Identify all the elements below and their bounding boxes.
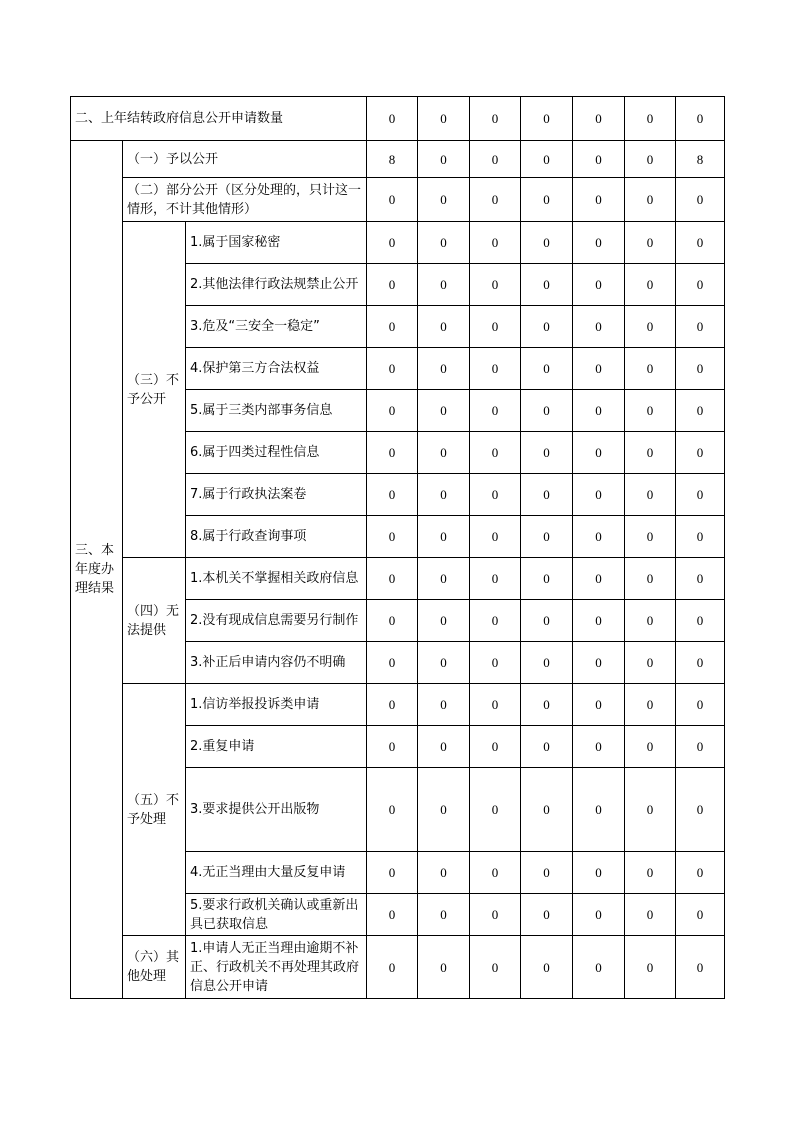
cell-value: 0 [625,264,676,306]
row-label: 8.属于行政查询事项 [186,516,367,558]
cell-value: 0 [625,141,676,178]
cell-value: 0 [367,474,418,516]
cell-value: 0 [418,348,470,390]
cell-value: 0 [521,390,573,432]
cell-value: 0 [625,852,676,894]
cell-value: 0 [676,432,725,474]
cell-value: 0 [573,768,625,852]
cell-value: 0 [470,222,521,264]
cell-value: 0 [521,97,573,141]
cell-value: 0 [573,178,625,222]
cell-value: 0 [470,642,521,684]
cell-value: 0 [367,432,418,474]
row-label: 2.重复申请 [186,726,367,768]
cell-value: 0 [676,642,725,684]
cell-value: 0 [625,474,676,516]
cell-value: 0 [625,178,676,222]
cell-value: 0 [367,894,418,936]
cell-value: 0 [367,97,418,141]
cell-value: 0 [625,768,676,852]
cell-value: 0 [521,264,573,306]
cell-value: 0 [573,894,625,936]
cell-value: 0 [367,306,418,348]
cell-value: 0 [676,516,725,558]
cell-value: 0 [418,852,470,894]
cell-value: 0 [573,264,625,306]
row-label: 2.其他法律行政法规禁止公开 [186,264,367,306]
cell-value: 0 [676,768,725,852]
cell-value: 0 [367,642,418,684]
cell-value: 8 [676,141,725,178]
cell-value: 0 [418,936,470,999]
cell-value: 0 [470,936,521,999]
cell-value: 0 [521,894,573,936]
cell-value: 0 [676,894,725,936]
cell-value: 0 [573,642,625,684]
cell-value: 0 [418,726,470,768]
row-label: 1.申请人无正当理由逾期不补正、行政机关不再处理其政府信息公开申请 [186,936,367,999]
cell-value: 0 [418,474,470,516]
row-label: 3.补正后申请内容仍不明确 [186,642,367,684]
cell-value: 0 [625,516,676,558]
cell-value: 0 [676,558,725,600]
cell-value: 0 [676,390,725,432]
cell-value: 0 [676,222,725,264]
row-label: 1.信访举报投诉类申请 [186,684,367,726]
cell-value: 0 [573,348,625,390]
cell-value: 0 [470,516,521,558]
cell-value: 0 [676,264,725,306]
cell-value: 0 [470,264,521,306]
cell-value: 0 [625,348,676,390]
cell-value: 0 [470,684,521,726]
cell-value: 0 [418,390,470,432]
cell-value: 0 [521,474,573,516]
row-label: 3.要求提供公开出版物 [186,768,367,852]
cell-value: 0 [521,348,573,390]
table-row [71,684,725,726]
cell-value: 0 [418,178,470,222]
row-label: 1.本机关不掌握相关政府信息 [186,558,367,600]
cell-value: 0 [625,684,676,726]
cell-value: 0 [676,600,725,642]
cell-value: 0 [676,306,725,348]
row-label: （二）部分公开（区分处理的，只计这一情形，不计其他情形） [123,178,367,222]
cell-value: 0 [625,390,676,432]
cell-value: 0 [573,97,625,141]
row-label: 4.保护第三方合法权益 [186,348,367,390]
cell-value: 0 [367,936,418,999]
cell-value: 0 [676,474,725,516]
cell-value: 0 [367,516,418,558]
cell-value: 0 [418,684,470,726]
cell-value: 0 [573,852,625,894]
cell-value: 0 [367,684,418,726]
cell-value: 0 [418,222,470,264]
cell-value: 0 [573,726,625,768]
cell-value: 0 [625,726,676,768]
cell-value: 0 [573,600,625,642]
cell-value: 0 [676,684,725,726]
cell-value: 0 [573,222,625,264]
cell-value: 0 [418,600,470,642]
cell-value: 0 [418,516,470,558]
cell-value: 0 [470,474,521,516]
cell-value: 0 [418,558,470,600]
cell-value: 0 [521,141,573,178]
cell-value: 0 [676,726,725,768]
cell-value: 0 [573,141,625,178]
cell-value: 0 [573,684,625,726]
cell-value: 0 [521,306,573,348]
row-label: 5.要求行政机关确认或重新出具已获取信息 [186,894,367,936]
cell-value: 0 [418,264,470,306]
cell-value: 0 [625,894,676,936]
cell-value: 0 [521,558,573,600]
cell-value: 0 [470,726,521,768]
cell-value: 8 [367,141,418,178]
row-label: 7.属于行政执法案卷 [186,474,367,516]
row-label: 4.无正当理由大量反复申请 [186,852,367,894]
cell-value: 0 [418,141,470,178]
table-row [71,178,725,222]
cell-value: 0 [521,222,573,264]
section-label: 三、本年度办理结果 [71,141,123,999]
cell-value: 0 [521,516,573,558]
cell-value: 0 [367,222,418,264]
cell-value: 0 [625,642,676,684]
group-label: （三）不予公开 [123,222,186,558]
cell-value: 0 [521,726,573,768]
table-row [71,222,725,264]
cell-value: 0 [418,768,470,852]
cell-value: 0 [573,390,625,432]
cell-value: 0 [521,178,573,222]
cell-value: 0 [418,894,470,936]
row-label: 6.属于四类过程性信息 [186,432,367,474]
cell-value: 0 [625,97,676,141]
row-label: （一）予以公开 [123,141,367,178]
cell-value: 0 [367,178,418,222]
cell-value: 0 [367,768,418,852]
cell-value: 0 [573,936,625,999]
cell-value: 0 [367,264,418,306]
cell-value: 0 [367,852,418,894]
group-label: （六）其他处理 [123,936,186,999]
group-label: （四）无法提供 [123,558,186,684]
row-label: 2.没有现成信息需要另行制作 [186,600,367,642]
cell-value: 0 [470,600,521,642]
cell-value: 0 [470,852,521,894]
cell-value: 0 [521,936,573,999]
cell-value: 0 [625,306,676,348]
cell-value: 0 [367,390,418,432]
cell-value: 0 [625,432,676,474]
cell-value: 0 [367,348,418,390]
cell-value: 0 [573,558,625,600]
cell-value: 0 [418,97,470,141]
cell-value: 0 [470,558,521,600]
row-label: 二、上年结转政府信息公开申请数量 [71,97,367,141]
cell-value: 0 [573,516,625,558]
cell-value: 0 [470,390,521,432]
cell-value: 0 [521,684,573,726]
cell-value: 0 [470,894,521,936]
cell-value: 0 [573,306,625,348]
cell-value: 0 [625,936,676,999]
cell-value: 0 [676,936,725,999]
cell-value: 0 [470,97,521,141]
table-row [71,141,725,178]
cell-value: 0 [521,768,573,852]
cell-value: 0 [521,852,573,894]
cell-value: 0 [573,432,625,474]
cell-value: 0 [521,432,573,474]
cell-value: 0 [367,600,418,642]
table-row [71,97,725,141]
cell-value: 0 [625,600,676,642]
cell-value: 0 [676,348,725,390]
cell-value: 0 [418,306,470,348]
group-label: （五）不予处理 [123,684,186,936]
cell-value: 0 [625,222,676,264]
cell-value: 0 [521,600,573,642]
cell-value: 0 [625,558,676,600]
table-row [71,558,725,600]
cell-value: 0 [470,768,521,852]
cell-value: 0 [676,97,725,141]
cell-value: 0 [470,141,521,178]
cell-value: 0 [418,432,470,474]
cell-value: 0 [418,642,470,684]
cell-value: 0 [470,178,521,222]
row-label: 3.危及“三安全一稳定” [186,306,367,348]
table-row [71,936,725,999]
cell-value: 0 [470,306,521,348]
row-label: 5.属于三类内部事务信息 [186,390,367,432]
cell-value: 0 [676,178,725,222]
cell-value: 0 [367,726,418,768]
row-label: 1.属于国家秘密 [186,222,367,264]
cell-value: 0 [367,558,418,600]
cell-value: 0 [470,348,521,390]
cell-value: 0 [573,474,625,516]
cell-value: 0 [676,852,725,894]
cell-value: 0 [521,642,573,684]
cell-value: 0 [470,432,521,474]
disclosure-statistics-table [70,96,725,999]
